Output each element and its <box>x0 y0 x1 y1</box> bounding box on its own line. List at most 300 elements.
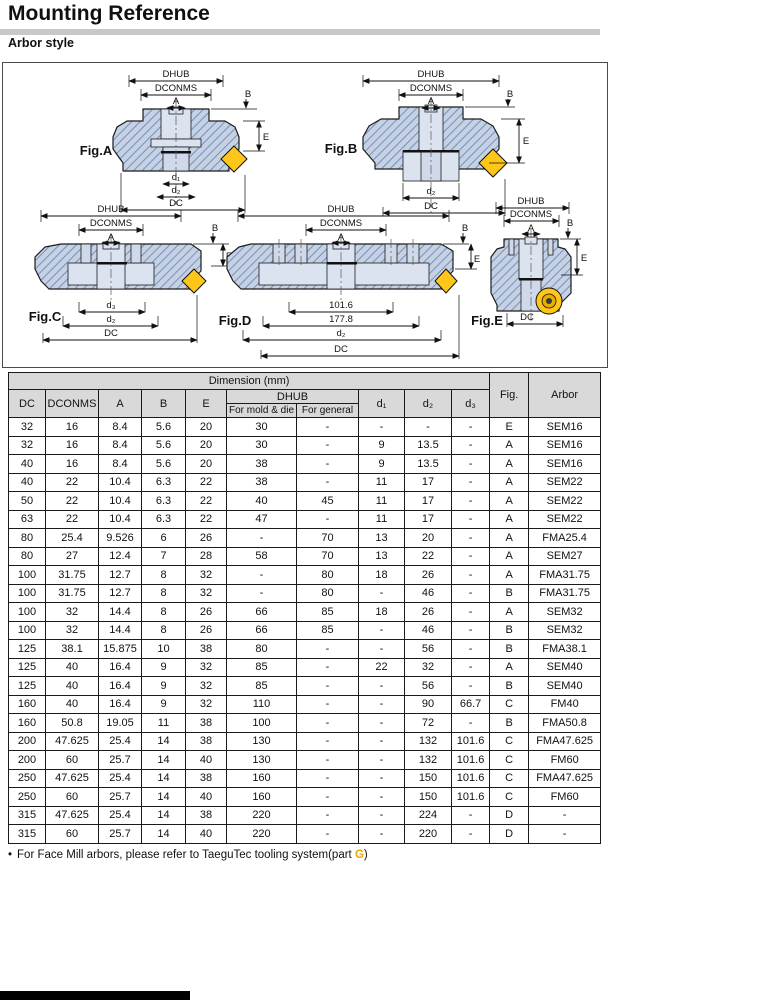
fig-c-name: Fig.C <box>28 309 62 324</box>
table-header-dimension: Dimension (mm) <box>9 373 490 390</box>
table-cell: - <box>529 825 601 844</box>
table-cell: FMA50.8 <box>529 714 601 733</box>
table-cell: A <box>490 492 529 511</box>
table-cell: SEM40 <box>529 658 601 677</box>
table-cell: A <box>490 473 529 492</box>
table-cell: 11 <box>142 714 186 733</box>
table-cell: 160 <box>9 695 46 714</box>
fig-b-e-label: E <box>522 136 530 147</box>
table-row <box>9 455 601 474</box>
table-cell: 110 <box>227 695 297 714</box>
table-cell: 315 <box>9 806 46 825</box>
table-cell: 132 <box>405 732 452 751</box>
table-header-d3: d₃ <box>452 390 490 418</box>
table-cell: 200 <box>9 732 46 751</box>
table-cell: 32 <box>186 677 227 696</box>
table-cell: - <box>452 547 490 566</box>
fig-b-dhub-label: DHUB <box>417 69 445 80</box>
table-cell: 60 <box>46 825 99 844</box>
table-cell: - <box>227 584 297 603</box>
fig-c-dc-label: DC <box>104 328 118 339</box>
table-cell: 63 <box>9 510 46 529</box>
table-row <box>9 658 601 677</box>
table-cell: 16 <box>46 436 99 455</box>
table-row <box>9 621 601 640</box>
table-cell: 16.4 <box>99 695 142 714</box>
table-cell: - <box>359 769 405 788</box>
table-cell: 14 <box>142 732 186 751</box>
table-cell: 80 <box>297 584 359 603</box>
table-cell: 22 <box>46 510 99 529</box>
table-cell: D <box>490 825 529 844</box>
fig-e <box>471 196 587 328</box>
table-cell: 20 <box>186 455 227 474</box>
table-cell: 80 <box>227 640 297 659</box>
table-cell: FMA25.4 <box>529 529 601 548</box>
table-cell: SEM16 <box>529 436 601 455</box>
table-cell: 85 <box>227 658 297 677</box>
table-cell: C <box>490 732 529 751</box>
table-cell: FMA38.1 <box>529 640 601 659</box>
table-cell: SEM22 <box>529 473 601 492</box>
table-cell: 100 <box>9 584 46 603</box>
table-cell: 9 <box>142 658 186 677</box>
fig-c <box>29 204 232 343</box>
table-cell: 125 <box>9 658 46 677</box>
table-cell: FMA47.625 <box>529 732 601 751</box>
table-row <box>9 566 601 585</box>
table-cell: - <box>452 436 490 455</box>
table-cell: 26 <box>186 603 227 622</box>
table-cell: A <box>490 436 529 455</box>
table-cell: B <box>490 714 529 733</box>
fig-e-insert-screw <box>546 298 552 304</box>
fig-d-dim1-label: 101.6 <box>329 300 353 311</box>
table-cell: - <box>452 621 490 640</box>
table-cell: 6.3 <box>142 510 186 529</box>
table-cell: 32 <box>46 621 99 640</box>
table-cell: - <box>452 825 490 844</box>
table-cell: 26 <box>405 603 452 622</box>
table-cell: - <box>297 436 359 455</box>
table-cell: - <box>359 751 405 770</box>
table-cell: 100 <box>9 621 46 640</box>
table-cell: - <box>297 677 359 696</box>
table-cell: 38 <box>186 640 227 659</box>
fig-c-a-label: A <box>107 232 115 243</box>
table-cell: 100 <box>9 603 46 622</box>
table-cell: 6 <box>142 529 186 548</box>
table-cell: - <box>297 788 359 807</box>
table-cell: 30 <box>227 418 297 437</box>
table-row <box>9 825 601 844</box>
table-cell: 8 <box>142 566 186 585</box>
table-cell: 220 <box>405 825 452 844</box>
table-cell: - <box>297 806 359 825</box>
fig-d-dconms-label: DCONMS <box>319 218 363 229</box>
table-cell: 15.875 <box>99 640 142 659</box>
table-cell: 5.6 <box>142 436 186 455</box>
table-cell: 56 <box>405 640 452 659</box>
fig-d-face-band <box>327 262 357 265</box>
footnote-text: For Face Mill arbors, please refer to TaeguTec tooling system(part <box>17 849 355 861</box>
table-cell: - <box>297 751 359 770</box>
table-cell: - <box>452 529 490 548</box>
table-cell: 25.7 <box>99 825 142 844</box>
table-cell: 58 <box>227 547 297 566</box>
table-cell: 56 <box>405 677 452 696</box>
table-cell: A <box>490 510 529 529</box>
table-cell: 13 <box>359 529 405 548</box>
table-cell: - <box>297 769 359 788</box>
table-cell: 20 <box>186 436 227 455</box>
table-cell: 10 <box>142 640 186 659</box>
table-row <box>9 640 601 659</box>
table-cell: 9 <box>359 436 405 455</box>
table-cell: 47.625 <box>46 732 99 751</box>
table-cell: A <box>490 658 529 677</box>
page-footer-bar <box>0 991 190 1000</box>
table-cell: - <box>359 418 405 437</box>
table-cell: C <box>490 695 529 714</box>
table-cell: - <box>297 473 359 492</box>
table-cell: 50.8 <box>46 714 99 733</box>
table-cell: - <box>359 584 405 603</box>
table-cell: 8.4 <box>99 436 142 455</box>
dim-ticks <box>507 313 563 327</box>
fig-e-dconms-label: DCONMS <box>509 209 553 220</box>
table-cell: 25.4 <box>99 732 142 751</box>
table-cell: 38 <box>227 455 297 474</box>
fig-a-dc-label: DC <box>169 198 183 209</box>
table-cell: 8.4 <box>99 418 142 437</box>
table-cell: 70 <box>297 547 359 566</box>
table-row <box>9 473 601 492</box>
table-cell: 26 <box>186 621 227 640</box>
table-cell: 9.526 <box>99 529 142 548</box>
fig-a <box>80 69 269 213</box>
table-cell: FMA47.625 <box>529 769 601 788</box>
table-cell: C <box>490 751 529 770</box>
table-header-b: B <box>142 390 186 418</box>
fig-b <box>325 69 529 216</box>
fig-b-b-label: B <box>506 89 514 100</box>
table-row <box>9 436 601 455</box>
table-cell: SEM16 <box>529 455 601 474</box>
table-cell: 90 <box>405 695 452 714</box>
fig-e-b-label: B <box>566 218 574 229</box>
table-cell: 13.5 <box>405 436 452 455</box>
table-cell: - <box>297 418 359 437</box>
table-row <box>9 769 601 788</box>
fig-c-d3-label: d₃ <box>106 300 116 311</box>
table-cell: 101.6 <box>452 769 490 788</box>
table-cell: 32 <box>9 418 46 437</box>
table-cell: - <box>452 584 490 603</box>
table-cell: 32 <box>46 603 99 622</box>
table-cell: - <box>297 695 359 714</box>
table-cell: 47.625 <box>46 806 99 825</box>
table-row <box>9 732 601 751</box>
table-row <box>9 584 601 603</box>
table-cell: 13 <box>359 547 405 566</box>
table-cell: 25.7 <box>99 788 142 807</box>
fig-b-name: Fig.B <box>324 141 358 156</box>
table-cell: - <box>452 806 490 825</box>
table-cell: 47.625 <box>46 769 99 788</box>
table-cell: 9 <box>142 695 186 714</box>
table-cell: 125 <box>9 677 46 696</box>
table-cell: - <box>297 640 359 659</box>
table-row <box>9 677 601 696</box>
table-cell: 17 <box>405 492 452 511</box>
fig-d <box>219 204 480 359</box>
table-header-a: A <box>99 390 142 418</box>
table-cell: 22 <box>46 492 99 511</box>
table-cell: B <box>490 677 529 696</box>
table-cell: 31.75 <box>46 584 99 603</box>
table-cell: 160 <box>227 769 297 788</box>
table-cell: E <box>490 418 529 437</box>
table-row <box>9 418 601 437</box>
table-header-dconms: DCONMS <box>46 390 99 418</box>
fig-e-e-label: E <box>580 253 588 264</box>
table-cell: 7 <box>142 547 186 566</box>
table-cell: B <box>490 621 529 640</box>
table-cell: 315 <box>9 825 46 844</box>
table-header-dc: DC <box>9 390 46 418</box>
table-header-arbor: Arbor <box>529 373 601 418</box>
table-cell: - <box>405 418 452 437</box>
table-cell: 40 <box>9 473 46 492</box>
fig-c-b-label: B <box>211 223 219 234</box>
table-cell: 85 <box>227 677 297 696</box>
table-row <box>9 547 601 566</box>
table-cell: 250 <box>9 769 46 788</box>
table-row <box>9 603 601 622</box>
table-cell: A <box>490 603 529 622</box>
table-cell: 25.4 <box>46 529 99 548</box>
table-row <box>9 788 601 807</box>
table-cell: - <box>452 455 490 474</box>
table-cell: 22 <box>46 473 99 492</box>
table-cell: 20 <box>186 418 227 437</box>
fig-c-dhub-label: DHUB <box>97 204 125 215</box>
table-cell: - <box>297 714 359 733</box>
table-cell: 14 <box>142 788 186 807</box>
fig-d-dc-label: DC <box>334 344 348 355</box>
table-cell: 85 <box>297 603 359 622</box>
table-cell: 16 <box>46 418 99 437</box>
table-cell: - <box>359 695 405 714</box>
table-row <box>9 806 601 825</box>
fig-a-dconms-label: DCONMS <box>154 83 198 94</box>
table-cell: - <box>297 455 359 474</box>
table-cell: 100 <box>227 714 297 733</box>
fig-a-name: Fig.A <box>79 143 113 158</box>
fig-e-bolt <box>509 239 514 255</box>
fig-c-face-band <box>97 262 127 265</box>
table-cell: 22 <box>359 658 405 677</box>
fig-a-b-label: B <box>244 89 252 100</box>
table-cell: - <box>297 510 359 529</box>
table-cell: 47 <box>227 510 297 529</box>
table-cell: 14.4 <box>99 603 142 622</box>
table-cell: - <box>359 621 405 640</box>
fig-e-dc-label: DC <box>520 312 534 323</box>
fig-a-e-label: E <box>262 132 270 143</box>
table-cell: 10.4 <box>99 510 142 529</box>
table-cell: 32 <box>186 566 227 585</box>
fig-c-dconms-label: DCONMS <box>89 218 133 229</box>
table-cell: 22 <box>405 547 452 566</box>
table-cell: - <box>452 418 490 437</box>
table-cell: 70 <box>297 529 359 548</box>
table-cell: 40 <box>186 751 227 770</box>
table-cell: 12.7 <box>99 566 142 585</box>
table-cell: 27 <box>46 547 99 566</box>
table-header-fig: Fig. <box>490 373 529 418</box>
table-cell: 40 <box>227 492 297 511</box>
table-cell: SEM40 <box>529 677 601 696</box>
table-cell: 8 <box>142 621 186 640</box>
table-cell: - <box>359 714 405 733</box>
table-cell: - <box>452 640 490 659</box>
footnote <box>8 849 368 861</box>
dim-ticks <box>261 295 459 359</box>
table-cell: SEM32 <box>529 621 601 640</box>
table-cell: 8.4 <box>99 455 142 474</box>
table-cell: 50 <box>9 492 46 511</box>
table-cell: 40 <box>46 658 99 677</box>
table-cell: 18 <box>359 566 405 585</box>
table-cell: 19.05 <box>99 714 142 733</box>
fig-e-bolt <box>548 239 553 255</box>
table-cell: 66 <box>227 621 297 640</box>
table-cell: 17 <box>405 510 452 529</box>
table-row <box>9 510 601 529</box>
table-cell: 14 <box>142 806 186 825</box>
table-cell: 220 <box>227 825 297 844</box>
table-cell: 38 <box>186 769 227 788</box>
arbor-figures-svg <box>3 63 607 367</box>
fig-b-dconms-label: DCONMS <box>409 83 453 94</box>
table-cell: 101.6 <box>452 732 490 751</box>
table-cell: 32 <box>9 436 46 455</box>
table-cell: 22 <box>186 492 227 511</box>
table-header-dhub-mold-die: For mold & die <box>227 404 297 418</box>
table-cell: 80 <box>297 566 359 585</box>
fig-d-dim2-label: 177.8 <box>329 314 353 325</box>
table-cell: 46 <box>405 584 452 603</box>
fig-e-a-label: A <box>527 223 535 234</box>
table-header-dhub: DHUB <box>227 390 359 404</box>
fig-b-a-label: A <box>427 96 435 107</box>
footnote-suffix: ) <box>363 849 368 861</box>
table-cell: 101.6 <box>452 788 490 807</box>
dimension-table <box>8 372 601 844</box>
table-cell: B <box>490 640 529 659</box>
table-cell: 14 <box>142 825 186 844</box>
table-cell: 200 <box>9 751 46 770</box>
table-cell: 25.4 <box>99 806 142 825</box>
table-row <box>9 751 601 770</box>
table-cell: 22 <box>186 510 227 529</box>
fig-c-bolt <box>131 244 141 263</box>
table-cell: C <box>490 769 529 788</box>
table-cell: - <box>452 566 490 585</box>
table-cell: 9 <box>142 677 186 696</box>
table-cell: SEM16 <box>529 418 601 437</box>
table-cell: FM60 <box>529 751 601 770</box>
table-cell: FM60 <box>529 788 601 807</box>
table-cell: 40 <box>46 677 99 696</box>
fig-c-d2-label: d₂ <box>106 314 116 325</box>
table-cell: - <box>359 788 405 807</box>
table-cell: - <box>359 806 405 825</box>
table-cell: 26 <box>186 529 227 548</box>
table-cell: 32 <box>405 658 452 677</box>
table-cell: - <box>452 677 490 696</box>
dim-ticks <box>43 295 197 343</box>
fig-a-d1-label: d₁ <box>171 172 181 183</box>
table-cell: SEM22 <box>529 510 601 529</box>
table-cell: 9 <box>359 455 405 474</box>
table-cell: 224 <box>405 806 452 825</box>
table-cell: 60 <box>46 788 99 807</box>
table-cell: 22 <box>186 473 227 492</box>
table-cell: 26 <box>405 566 452 585</box>
table-cell: 16.4 <box>99 677 142 696</box>
table-cell: 130 <box>227 732 297 751</box>
table-cell: FMA31.75 <box>529 584 601 603</box>
table-cell: FMA31.75 <box>529 566 601 585</box>
table-cell: A <box>490 455 529 474</box>
fig-a-a-label: A <box>172 96 180 107</box>
table-cell: 132 <box>405 751 452 770</box>
table-cell: 17 <box>405 473 452 492</box>
table-cell: 80 <box>9 547 46 566</box>
table-cell: 100 <box>9 566 46 585</box>
table-header-d2: d₂ <box>405 390 452 418</box>
table-cell: SEM32 <box>529 603 601 622</box>
table-cell: 46 <box>405 621 452 640</box>
table-cell: 16 <box>46 455 99 474</box>
table-cell: 38 <box>186 732 227 751</box>
table-cell: 60 <box>46 751 99 770</box>
table-cell: 31.75 <box>46 566 99 585</box>
table-cell: 16.4 <box>99 658 142 677</box>
fig-d-dhub-label: DHUB <box>327 204 355 215</box>
table-cell: 72 <box>405 714 452 733</box>
footnote-part-letter: G <box>354 849 364 861</box>
dim-ticks <box>383 179 505 216</box>
table-cell: - <box>359 640 405 659</box>
table-cell: 11 <box>359 510 405 529</box>
table-cell: 32 <box>186 584 227 603</box>
table-cell: 6.3 <box>142 473 186 492</box>
title-underline <box>0 29 600 35</box>
table-cell: 12.7 <box>99 584 142 603</box>
table-cell: 40 <box>186 825 227 844</box>
table-cell: 32 <box>186 658 227 677</box>
fig-a-d2-label: d₂ <box>171 185 181 196</box>
table-cell: - <box>297 658 359 677</box>
dimension-table-body <box>9 418 601 844</box>
table-row <box>9 492 601 511</box>
table-cell: - <box>359 825 405 844</box>
table-cell: - <box>452 473 490 492</box>
